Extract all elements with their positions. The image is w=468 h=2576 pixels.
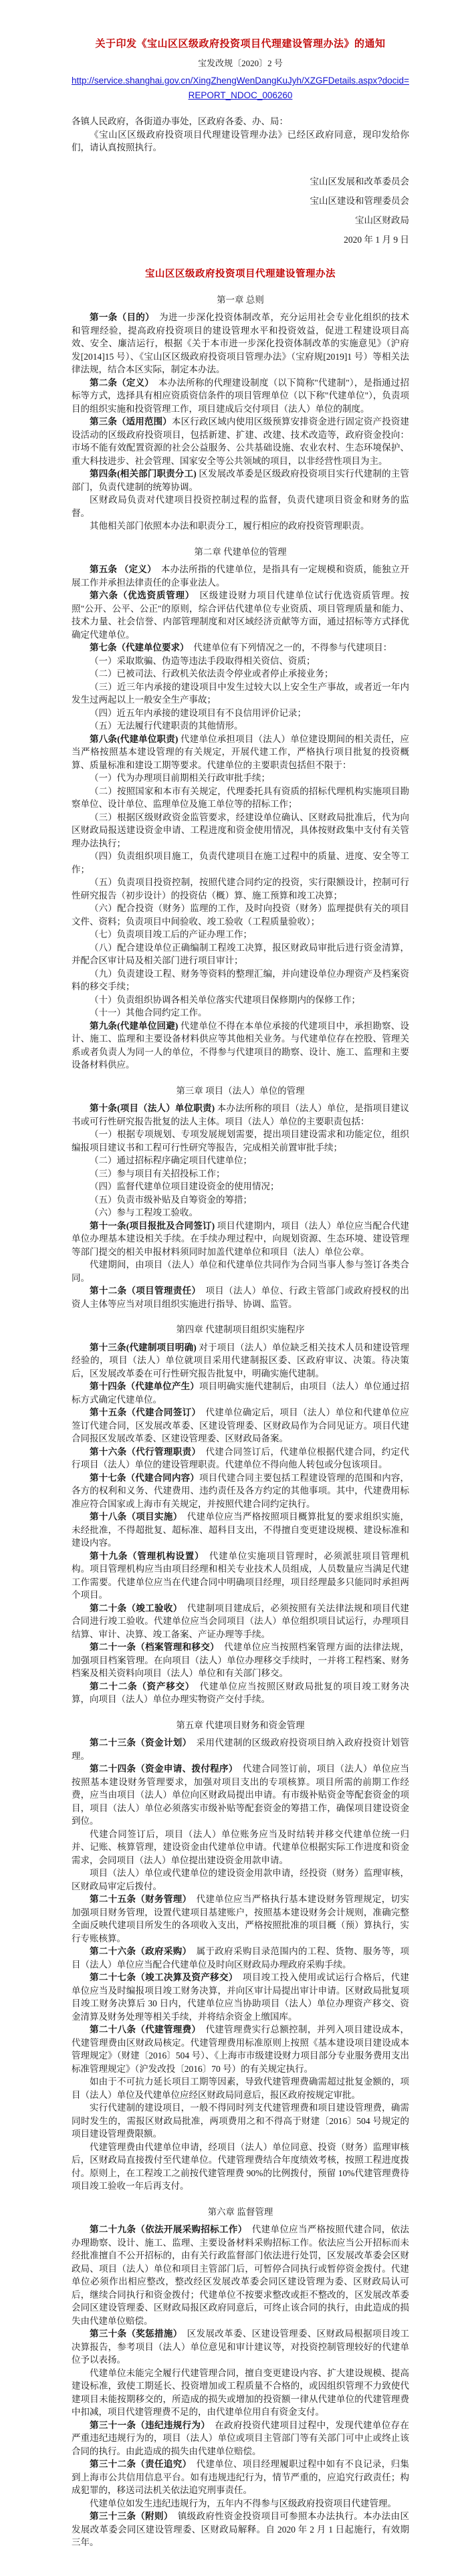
article: 第十八条（项目实施） 代建单位应当严格按照项目概算批复的要求组织实施，未经批准，不得超批复、超标准、超科目支出，不得擅自变更建设规模、建设标准和建设内容。 [72, 1512, 410, 1548]
article: 第七条（代建单位要求） 代建单位有下列情况之一的，不得参与代建项目： [90, 642, 392, 653]
article: 第三条（适用范围）本区行政区域内使用区级预算安排资金进行固定资产投资建设活动的区级政府投资项目，包括新建、扩建、改建、技术改造等，政府资金投向：市场不能有效配置资源的社会公益服务、公共基础设施、农业农村、生态环境保护、重大科技进步、社会管理、国家安全等公共领域的项目，以非经营性项目为主。 [72, 417, 410, 466]
article-paragraph: （五）无法履行代建职责的其他情形。 [90, 721, 243, 731]
article: 第十七条（代建合同内容）项目代建合同主要包括工程建设管理的范围和内容，各方的权利和义务、代建费用、违约责任及各方约定的其他事项。其中，代建费用标准应符合国家或上海市有关规定，并按照代建合同约定执行。 [72, 1472, 410, 1509]
article-label: 第三条（适用范围） [90, 417, 172, 427]
article-paragraph: （二）按照国家和本市有关规定，代理委托具有资质的招标代理机构实施项目勘察单位、设计单位、监理单位及施工单位等的招标工作； [72, 786, 409, 809]
article: 第十三条(代建制项目明确) 对于项目（法人）单位缺乏相关技术人员和建设管理经验的，项目（法人）单位就项目采用代建制报区委、区政府审议、决策。待决策后，区发展改革委在可行性研究报告批复中，明确实施代建制。 [72, 1342, 409, 1379]
article-label: 第三十二条（责任追究） [90, 2459, 187, 2469]
notice-body: 《宝山区区级政府投资项目代理建设管理办法》已经区政府同意，现印发给你们，请认真按照执行。 [72, 129, 409, 152]
article-label: 第十二条（项目管理责任） [90, 1286, 197, 1296]
article: 第九条(代建单位回避) 代建单位不得在本单位承接的代建项目中，承担勘察、设计、施工、监理和主要设备材料供应等其他相关业务。与代建单位存在控股、管理关系或者负责人为同一人的单位，不得参与代建项目的勘察、设计、施工、监理和主要设备材料供应。 [72, 1020, 409, 1070]
article-paragraph: （十）负责组织协调各相关单位落实代建项目保修期内的保修工作； [90, 994, 360, 1005]
article: 第三十一条（违纪违规行为） 在政府投资代建项目过程中，发现代建单位存在严重违纪违规行为的，项目（法人）单位或项目主管部门等有关部门可中止或终止该合同的执行。由此造成的损失由代建单位赔偿。 [72, 2420, 410, 2456]
article-label: 第二十五条（财务管理） [90, 1894, 187, 1904]
article-paragraph: 区财政局负责对代建项目投资控制过程的监督，负责代建项目资金和财务的监督。 [72, 495, 409, 518]
article: 第二十一条（档案管理和移交） 代建单位应当按照档案管理方面的法律法规，加强项目档案管理。在向项目（法人）单位办理移交手续时，一并将工程档案、财务档案及相关资料向项目（法人）单位和有关部门移交。 [72, 1642, 410, 1678]
article-label: 第二十九条（依法开展采购招标工作） [90, 2224, 243, 2234]
chapter-heading: 第一章 总则 [217, 294, 264, 305]
article-label: 第三十一条（违纪违规行为） [90, 2420, 206, 2430]
article-label: 第三十三条（附则） [90, 2511, 168, 2521]
article: 第二十二条（资产移交） 代建单位应当按照区财政局批复的项目竣工财务决算，向项目（法人）单位办理实物资产交付手续。 [72, 1681, 410, 1704]
article-label: 第八条(代建单位职责) [90, 733, 179, 744]
article: 第二十条（竣工验收） 代建制项目建成后，必须按照有关法律法规和项目代建合同进行竣工验收。代建单位应当会同项目（法人）单位组织项目试运行，办理项目结算、审计、决算、竣工备案、产证办理等手续。 [72, 1603, 410, 1639]
article-paragraph: 其他相关部门依照本办法和职责分工，履行相应的政府投资管理职责。 [90, 521, 370, 531]
article: 第三十二条（责任追究） 代建单位、项目经理履职过程中如有不良记录，归集到上海市公共信用信息平台。如有违规违纪行为，情节严重的，应追究行政责任；构成犯罪的，移送司法机关依法追究刑事责任。 [72, 2459, 410, 2495]
article-paragraph: 项目（法人）单位或代建单位的建设资金用款申请，经投资（财务）监理审核，区财政局审定后拨付。 [72, 1868, 409, 1891]
article: 第十六条（代行管理职责） 代建合同签订后，代建单位根据代建合同，约定代行项目（法人）单位的建设管理职责。代建单位不得向他人转包或分包该项目。 [72, 1446, 410, 1470]
article-label: 第十三条(代建制项目明确) [90, 1342, 197, 1353]
article: 第十四条（代建单位产生）项目明确实施代建制后，由项目（法人）单位通过招标方式确定代建单位。 [72, 1381, 410, 1405]
article-paragraph: （六）配合投资（财务）监理的工作，及时向投资（财务）监理提供有关的项目文件、资料；负责项目中间验收、竣工验收（工程质量验收）； [72, 903, 409, 927]
article-paragraph: （一）根据专项规划、专项发展规划需要，提出项目建设需求和功能定位，组织编报项目建议书和工程可行性研究等报告，完成相关前置审批手续； [72, 1129, 409, 1153]
article: 第二条（定义） 本办法所称的代理建设制度（以下简称"代建制"），是指通过招标等方式，选择具有相应资质资信条件的项目管理单位（以下称"代建单位"），负责项目的组织实施和投资管理工作，项目建成后交付项目（法人）单位的制度。 [72, 377, 410, 414]
article-paragraph: 代建管理费由代建单位申请，经项目（法人）单位同意、投资（财务）监理审核后，区财政局直接拨付至代建单位。代建管理费结合年度绩效考核，按照工程进度拨付。原则上，在工程竣工之前按代建管理费 90%的比例拨付，预留 10%代建管理费待项目竣工验收一年后再支付。 [72, 2141, 409, 2191]
signature-date: 2020 年 1 月 9 日 [344, 234, 409, 245]
signature-block [72, 172, 409, 249]
article-label: 第二十二条（资产移交） [90, 1681, 191, 1691]
chapter-heading: 第二章 代建单位的管理 [194, 546, 287, 557]
article-paragraph: （二）通过招标程序确定项目代建单位； [90, 1155, 252, 1165]
chapter-heading: 第四章 代建制项目组织实施程序 [176, 1324, 305, 1334]
article-paragraph: （一）代为办理项目前期相关行政审批手续； [90, 773, 270, 783]
article-label: 第六条（优选资质管理） [90, 590, 191, 600]
article-paragraph: 代建单位未能完全履行代建管理合同，擅自变更建设内容、扩大建设规模、提高建设标准，致使工期延长、投资增加或工程质量不合格的，或因组织管理不力致使代建项目未能按期移交的，所造成的损失或增加的投资额一律从代建单位的代建管理费中扣减，项目代建管理费不足的，由代建单位用自有资金支付。 [72, 2367, 409, 2417]
article-label: 第二十七条（竣工决算及资产移交） [90, 1972, 234, 1982]
article: 第二十八条（代建管理费） 代建管理费实行总额控制，并列入项目建设成本，代建管理费由区财政局核定。代建管理费用标准原则上按照《基本建设项目建设成本管理规定》（财建〔2016〕504 号）、《上海市市级建设财力项目部分专业服务费用支出标准管理规定》（沪发改投〔2016〕70 号）的有关规定执行。 [72, 2024, 410, 2074]
article-paragraph: （三）近三年内承接的建设项目中发生过较大以上安全生产事故，或者近一年内发生过两起以上一般安全生产事故； [72, 681, 409, 705]
article: 第四条(相关部门职责分工) 区发展改革委是区级政府投资项目实行代建制的主管部门，负责代建制的统筹协调。 [72, 469, 409, 492]
chapter-heading: 第六章 监督管理 [207, 2206, 273, 2217]
article: 第五条 （定义） 本办法所指的代建单位，是指具有一定规模和资质，能独立开展工作并承担法律责任的企事业法人。 [72, 564, 410, 588]
article-paragraph: （九）负责建设工程、财务等资料的整理汇编，并向建设单位办理资产及档案资料的移交手续； [72, 968, 409, 991]
regulation-body [72, 294, 409, 2549]
article: 第十五条（代建合同签订） 代建单位确定后，项目（法人）单位和代建单位应签订代建合同，区发展改革委、区建设管理委、区财政局作为合同见证方。项目代建合同报区发展改革委、区建设管理委、区财政局备案。 [72, 1407, 410, 1443]
article: 第六条（优选资质管理） 区级建设财力项目代建单位试行优选资质管理。按照"公开、公平、公正"的原则，综合评估代建单位专业资质、项目管理质量和能力、技术力量、社会信誉、内部管理制度和对区域经济贡献等方面，通过招标等方式择优确定代建单位。 [72, 590, 410, 640]
article-label: 第十九条（管理机构设置） [90, 1550, 200, 1561]
article-label: 第十五条（代建合同签订） [90, 1407, 197, 1417]
article: 第八条(代建单位职责) 代建单位承担项目（法人）单位建设期间的相关责任，应当严格按照基本建设管理的有关规定，开展代建工作，严格执行项目批复的投资概算、质量标准和建设工期等要求。代建单位的主要职责包括但不限于： [72, 733, 409, 770]
chapter-heading: 第三章 项目（法人）单位的管理 [176, 1085, 305, 1096]
article-paragraph: 实行代建制的建设项目，一般不得同时列支代建管理费和项目建设管理费，确需同时发生的，需报区财政局批准，两项费用之和不得高于财建〔2016〕504 号规定的项目建设管理费限额。 [72, 2103, 409, 2139]
article: 第二十五条（财务管理） 代建单位应当严格执行基本建设财务管理规定，切实加强项目财务管理，设置代建项目基建账户，按照基本建设财务会计规则，准确完整全面反映代建项目所发生的各项收入支出，严格按照批准的项目概（预）算执行，实行专账核算。 [72, 1894, 410, 1944]
article-label: 第二十一条（档案管理和移交） [90, 1642, 215, 1652]
article-label: 第一条（目的） [90, 312, 150, 322]
article: 第二十三条（资金计划） 采用代建制的区级政府投资项目纳入政府投资计划管理。 [72, 1738, 410, 1761]
article-label: 第七条（代建单位要求） [90, 642, 185, 653]
article: 第十二条（项目管理责任） 项目（法人）单位、行政主管部门或政府授权的出资人主体等应当对项目组织实施进行指导、协调、监管。 [72, 1286, 410, 1309]
article-label: 第十一条(项目报批及合同签订) [90, 1220, 215, 1231]
article-label: 第二十条（竣工验收） [90, 1603, 178, 1613]
article-paragraph: （三）根据区级财政资金监管要求，经建设单位确认、区财政局批准后，代为向区财政局报送建设资金申请、工程进度和资金使用情况，具体按财政集中支付有关管理办法执行； [72, 812, 409, 848]
article-paragraph: （十一）其他合同约定工作。 [90, 1008, 207, 1018]
article-paragraph: （五）负责市级补贴及自筹资金的筹措； [90, 1194, 252, 1205]
article-label: 第三十条（奖惩措施） [90, 2329, 178, 2339]
notice-title: 关于印发《宝山区区级政府投资项目代理建设管理办法》的通知 [95, 39, 386, 49]
article-label: 第五条 （定义） [90, 564, 152, 574]
article-label: 第十八条（项目实施） [90, 1512, 178, 1522]
article-paragraph: （四）近五年内承接的建设项目有不良信用评价记录； [90, 707, 306, 718]
article-paragraph: （六）参与工程竣工验收。 [90, 1207, 198, 1217]
doc-number: 宝发改规〔2020〕2 号 [198, 58, 283, 68]
article-label: 第二条（定义） [90, 377, 150, 388]
signer-line: 宝山区建设和管理委员会 [310, 195, 409, 206]
article-label: 第二十三条（资金计划） [90, 1738, 187, 1748]
recipients-line: 各镇人民政府，各街道办事处，区政府各委、办、局： [72, 116, 288, 126]
article-label: 第十条(项目（法人）单位职责) [90, 1103, 215, 1113]
article: 第二十四条（资金申请、拨付程序） 代建合同签订前，项目（法人）单位应当按照基本建设财务管理要求，加强对项目支出的专项核算。项目所需的前期工作经费，应当由项目（法人）单位向区财政局提出申请。有市级补贴资金等配套资金的项目，项目（法人）单位必须落实市级补贴等配套资金的筹措工作，确保项目建设资金到位。 [72, 1764, 410, 1826]
article-paragraph: （七）负责项目竣工后的产证办理工作； [90, 929, 252, 939]
signer-line: 宝山区财政局 [355, 215, 409, 225]
article-label: 第十七条（代建合同内容） [90, 1472, 199, 1483]
article: 第三十三条（附则） 镇级政府性资金投资项目可参照本办法执行。本办法由区发展改革委会同区建设管理委、区财政局解释。自 2020 年 2 月 1 日起施行，有效期三年。 [72, 2511, 410, 2547]
article-paragraph: （二）已被司法、行政机关依法责令停业或者停止承接业务； [90, 669, 334, 679]
article-paragraph: 代建合同签订后，项目（法人）单位账务应当及时结转并移交代建单位统一归并、记账、核算管理，建设资金由代建单位申请。代建单位根据实际工作进度和资金需求，会同项目（法人）单位提出建设资金用款申请。 [72, 1829, 409, 1865]
article-label: 第九条(代建单位回避) [90, 1020, 179, 1031]
source-link[interactable]: http://service.shanghai.gov.cn/XingZhengWenDangKuJyh/XZGFDetails.aspx?docid=REPORT_NDOC_006260 [72, 76, 409, 100]
article-paragraph: （四）监督代建单位项目建设资金的使用情况； [90, 1181, 279, 1191]
article-label: 第四条(相关部门职责分工) [90, 469, 197, 479]
article: 第十条(项目（法人）单位职责) 本办法所称的项目（法人）单位，是指项目建议书或可行性研究报告批复的法人主体。项目（法人）单位的主要职责包括： [72, 1103, 410, 1127]
article-label: 第十四条（代建单位产生） [90, 1381, 199, 1391]
article-paragraph: （五）负责项目投资控制，按照代建合同约定的投资，实行限额设计，控制可行性研究报告（初步设计）的投资估（概）算、施工预算和竣工决算； [72, 877, 409, 901]
article-paragraph: （八）配合建设单位正确编制工程竣工决算，报区财政局审批后进行资金清算，并配合区审计局及相关部门进行项目审计； [72, 942, 409, 965]
article: 第二十六条（政府采购） 属于政府采购目录范围内的工程、货物、服务等，项目（法人）单位应当配合代建单位及时向区财政局办理政府采购手续。 [72, 1946, 410, 1970]
signer-line: 宝山区发展和改革委员会 [310, 176, 409, 187]
article-label: 第十六条（代行管理职责） [90, 1446, 197, 1457]
regulation-title: 宝山区区级政府投资项目代理建设管理办法 [145, 268, 336, 279]
article: 第十一条(项目报批及合同签订) 项目代建期内，项目（法人）单位应当配合代建单位办理基本建设相关手续。在手续办理过程中，向规划资源、生态环境、建设管理等部门提交的相关申报材料须同时加盖代建单位和项目（法人）单位公章。 [72, 1220, 410, 1257]
article-paragraph: （一）采取欺骗、伪造等违法手段取得相关资信、资质； [90, 655, 316, 666]
article-label: 第二十六条（政府采购） [90, 1946, 187, 1956]
article-paragraph: 如由于不可抗力延长项目工期等因素，导致代建管理费确需超过批复金额的，项目（法人）单位及代建单位应经区财政局同意后，报区政府按规定审批。 [72, 2077, 409, 2100]
article-paragraph: （三）参与项目有关招投标工作； [90, 1168, 225, 1179]
article-label: 第二十四条（资金申请、拨付程序） [90, 1764, 234, 1774]
article: 第一条（目的） 为进一步深化投资体制改革，充分运用社会专业化组织的技术和管理经验，提高政府投资项目的建设管理水平和投资效益，促进工程建设项目高效、安全、廉洁运行，根据《关于本市进一步深化投资体制改革的实施意见》（沪府发[2014]15 号）、《宝山区区级政府投资项目管理办法》（宝府规[2019]1 号）等相关法律法规，结合本区实际，制定本办法。 [72, 312, 410, 374]
article: 第十九条（管理机构设置） 代建单位实施项目管理时，必须派驻项目管理机构。项目管理机构应当由项目经理和相关专业技术人员组成，人员数量应当满足代建工作需要。代建单位应当在代建合同中明确项目经理，项目经理最多只能同时承担两个项目。 [72, 1550, 410, 1600]
article-paragraph: （四）负责组织项目施工，负责代建项目在施工过程中的质量、进度、安全等工作； [72, 851, 409, 874]
article-paragraph: 代建期间，由项目（法人）单位和代建单位共同作为合同当事人参与签订各类合同。 [72, 1260, 409, 1283]
article: 第三十条（奖惩措施） 区发展改革委、区建设管理委、区财政局根据项目竣工决算报告，参考项目（法人）单位意见和审计建议等，对投资控制管理较好的代建单位予以表扬。 [72, 2329, 410, 2365]
article-label: 第二十八条（代建管理费） [90, 2024, 197, 2034]
article: 第二十九条（依法开展采购招标工作） 代建单位应当严格按照代建合同，依法办理勘察、设计、施工、监理、主要设备材料采购招标工作。依法应当公开招标而未经批准擅自不公开招标的，由有关行政监督部门依法进行处罚，区发展改革委会区财政局、项目（法人）单位和项目主管部门后，可暂停合同执行或暂停资金拨付。代建单位必须作出相应整改，整改经区发展改革委会同区建设管理为委、区财政局认可后，继续合同执行和资金拨付；代建单位不按要求整改或拒不整改的，区发展改革委会同区建设管理委、区财政局报区政府同意后，可终止该合同的执行，由此造成的损失由代建单位赔偿。 [72, 2224, 409, 2326]
chapter-heading: 第五章 代建项目财务和资金管理 [176, 1720, 305, 1730]
article: 第二十七条（竣工决算及资产移交） 项目竣工投入使用或试运行合格后，代建单位应当及时编报项目竣工财务决算，并向区审计局提出审计申请。区财政局批复项目竣工财务决算后 30 日内，代建单位应当协助项目（法人）单位办理资产移交、资金清算及财务处理等相关手续，并将结余资金上缴国库。 [72, 1972, 410, 2022]
article-paragraph: 代建单位如发生违纪违规行为，五年内不得参与区级政府投资项目代建管理。 [90, 2498, 396, 2508]
